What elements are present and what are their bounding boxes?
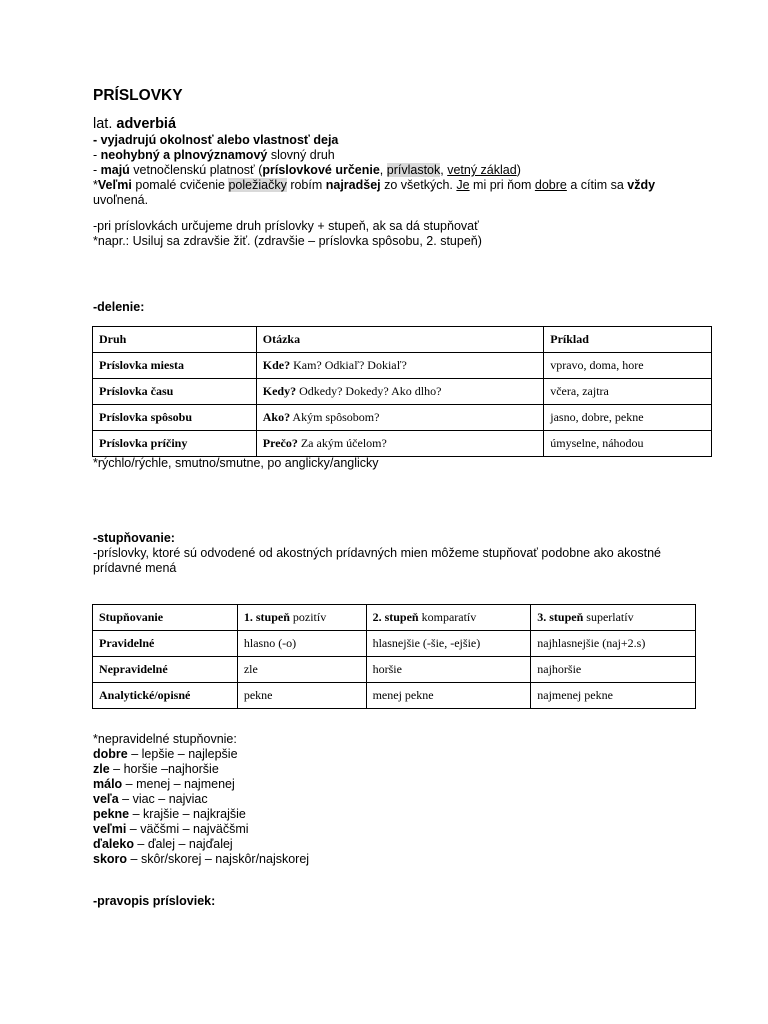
highlighted-text: poležiačky bbox=[228, 178, 287, 192]
table-cell: najhoršie bbox=[531, 657, 696, 683]
text: , bbox=[379, 163, 387, 177]
text: robím bbox=[286, 178, 326, 192]
table-row bbox=[93, 683, 696, 709]
table-cell: úmyselne, náhodou bbox=[544, 431, 712, 457]
table-cell: vpravo, doma, hore bbox=[544, 353, 712, 379]
text: mi pri ňom bbox=[469, 178, 535, 192]
text: – viac – najviac bbox=[118, 792, 208, 806]
text: – krajšie – najkrajšie bbox=[129, 807, 246, 821]
dash: - bbox=[93, 148, 101, 162]
bold-text: Veľmi bbox=[97, 178, 132, 192]
latin-term bbox=[93, 115, 176, 133]
table-header-cell bbox=[237, 605, 366, 631]
underlined-text: vetný základ bbox=[447, 163, 517, 177]
text: a cítim sa bbox=[566, 178, 628, 192]
page-title: PRÍSLOVKY bbox=[93, 87, 183, 104]
bold-text: Prečo? bbox=[262, 436, 298, 450]
heading-text: -delenie: bbox=[93, 300, 145, 314]
text: pomalé cvičenie bbox=[131, 178, 229, 192]
table-row bbox=[93, 405, 712, 431]
text: ) bbox=[516, 163, 521, 177]
section-heading-pravopis bbox=[93, 894, 215, 909]
table-header-cell bbox=[531, 605, 696, 631]
bold-text: skoro bbox=[93, 852, 128, 866]
highlighted-text: prívlastok bbox=[386, 163, 441, 177]
list-item bbox=[93, 822, 309, 837]
table-cell: hlasnejšie (-šie, -ejšie) bbox=[366, 631, 531, 657]
table-cell: Analytické/opisné bbox=[93, 683, 238, 709]
list-heading: *nepravidelné stupňovnie: bbox=[93, 732, 237, 746]
bold-text: málo bbox=[93, 777, 123, 791]
text: – menej – najmenej bbox=[122, 777, 235, 791]
table-cell bbox=[256, 353, 543, 379]
bold-text: Kde? bbox=[262, 358, 291, 372]
text: zo všetkých. bbox=[380, 178, 457, 192]
example-sentence-line-2: uvoľnená. bbox=[93, 193, 149, 207]
bold-text: vždy bbox=[627, 178, 656, 192]
delenie-table bbox=[92, 326, 712, 457]
bold-text: 3. stupeň bbox=[537, 610, 584, 624]
table-row bbox=[93, 631, 696, 657]
table-cell: najhlasnejšie (naj+2.s) bbox=[531, 631, 696, 657]
bold-text: Ako? bbox=[262, 410, 291, 424]
text: – väčšmi – najväčšmi bbox=[126, 822, 249, 836]
table-header-row bbox=[93, 605, 696, 631]
underlined-text: dobre bbox=[534, 178, 567, 192]
text: vetnočlenskú platnosť ( bbox=[129, 163, 263, 177]
table-cell: hlasno (-o) bbox=[237, 631, 366, 657]
section-heading-delenie bbox=[93, 300, 144, 315]
heading-text: -stupňovanie: bbox=[93, 531, 175, 545]
irregular-comparison-list bbox=[93, 732, 309, 867]
bold-text: majú bbox=[100, 163, 130, 177]
text: Odkedy? Dokedy? Ako dlho? bbox=[296, 384, 442, 398]
table-cell: zle bbox=[237, 657, 366, 683]
table-row bbox=[93, 353, 712, 379]
text: – horšie –najhoršie bbox=[109, 762, 219, 776]
text: – ďalej – najďalej bbox=[133, 837, 233, 851]
text: – skôr/skorej – najskôr/najskorej bbox=[127, 852, 310, 866]
list-item bbox=[93, 807, 309, 822]
table-row bbox=[93, 657, 696, 683]
list-item bbox=[93, 792, 309, 807]
table-cell: jasno, dobre, pekne bbox=[544, 405, 712, 431]
text: , bbox=[440, 163, 448, 177]
delenie-note: *rýchlo/rýchle, smutno/smutne, po anglicky/anglicky bbox=[93, 456, 379, 470]
section-heading-stupnovanie bbox=[93, 531, 175, 546]
definition-line-2 bbox=[93, 148, 335, 163]
table-row bbox=[93, 431, 712, 457]
table-cell: Nepravidelné bbox=[93, 657, 238, 683]
list-item bbox=[93, 762, 309, 777]
table-cell: najmenej pekne bbox=[531, 683, 696, 709]
text: pozitív bbox=[289, 610, 327, 624]
bold-text: veľa bbox=[93, 792, 119, 806]
table-cell: Príslovka spôsobu bbox=[93, 405, 257, 431]
table-header-cell bbox=[366, 605, 531, 631]
latin-prefix: lat. bbox=[93, 116, 113, 132]
text: Akým spôsobom? bbox=[290, 410, 380, 424]
bold-text: neohybný a plnovýznamový bbox=[100, 148, 268, 162]
bold-text: 1. stupeň bbox=[243, 610, 290, 624]
heading-text: -pravopis prísloviek: bbox=[93, 894, 216, 908]
bold-text: 2. stupeň bbox=[372, 610, 419, 624]
text: – lepšie – najlepšie bbox=[127, 747, 238, 761]
stupnovanie-text-line-1: -príslovky, ktoré sú odvodené od akostných prídavných mien môžeme stupňovať podobne ako akostné bbox=[93, 546, 661, 560]
bold-text: veľmi bbox=[93, 822, 127, 836]
bold-text: Kedy? bbox=[262, 384, 297, 398]
bold-text: zle bbox=[93, 762, 110, 776]
table-cell bbox=[256, 379, 543, 405]
underlined-text: Je bbox=[456, 178, 470, 192]
table-row bbox=[93, 379, 712, 405]
example-sentence-line-1 bbox=[93, 178, 655, 193]
text: komparatív bbox=[418, 610, 477, 624]
stupnovanie-text-line-2: prídavné mená bbox=[93, 561, 177, 575]
definition-line-1 bbox=[93, 133, 338, 148]
table-cell: Príslovka času bbox=[93, 379, 257, 405]
table-header-cell: Príklad bbox=[544, 327, 712, 353]
definition-text: - vyjadrujú okolnosť alebo vlastnosť deja bbox=[93, 133, 339, 147]
table-cell: menej pekne bbox=[366, 683, 531, 709]
table-header-cell: Druh bbox=[93, 327, 257, 353]
table-cell: včera, zajtra bbox=[544, 379, 712, 405]
paragraph-1: -pri príslovkách určujeme druh príslovky + stupeň, ak sa dá stupňovať bbox=[93, 219, 479, 233]
table-header-cell bbox=[93, 605, 238, 631]
bold-text: pekne bbox=[93, 807, 130, 821]
bold-text: najradšej bbox=[325, 178, 381, 192]
table-cell: Príslovka príčiny bbox=[93, 431, 257, 457]
table-cell: Pravidelné bbox=[93, 631, 238, 657]
table-cell bbox=[256, 431, 543, 457]
latin-word: adverbiá bbox=[116, 116, 177, 132]
bold-text: ďaleko bbox=[93, 837, 134, 851]
list-item bbox=[93, 777, 309, 792]
text: Kam? Odkiaľ? Dokiaľ? bbox=[290, 358, 407, 372]
bold-text: príslovkové určenie bbox=[262, 163, 380, 177]
table-cell: horšie bbox=[366, 657, 531, 683]
table-cell: pekne bbox=[237, 683, 366, 709]
asterisk: * bbox=[93, 178, 98, 192]
bold-text: Stupňovanie bbox=[99, 610, 164, 624]
stupnovanie-table bbox=[92, 604, 696, 709]
dash: - bbox=[93, 163, 101, 177]
list-item bbox=[93, 852, 309, 867]
list-item bbox=[93, 837, 309, 852]
list-item bbox=[93, 747, 309, 762]
bold-text: dobre bbox=[93, 747, 128, 761]
definition-line-3 bbox=[93, 163, 521, 178]
text: slovný druh bbox=[267, 148, 335, 162]
paragraph-2: *napr.: Usiluj sa zdravšie žiť. (zdravšie – príslovka spôsobu, 2. stupeň) bbox=[93, 234, 482, 248]
table-header-cell: Otázka bbox=[256, 327, 543, 353]
text: superlatív bbox=[583, 610, 634, 624]
text: Za akým účelom? bbox=[297, 436, 387, 450]
table-cell bbox=[256, 405, 543, 431]
table-cell: Príslovka miesta bbox=[93, 353, 257, 379]
table-header-row bbox=[93, 327, 712, 353]
